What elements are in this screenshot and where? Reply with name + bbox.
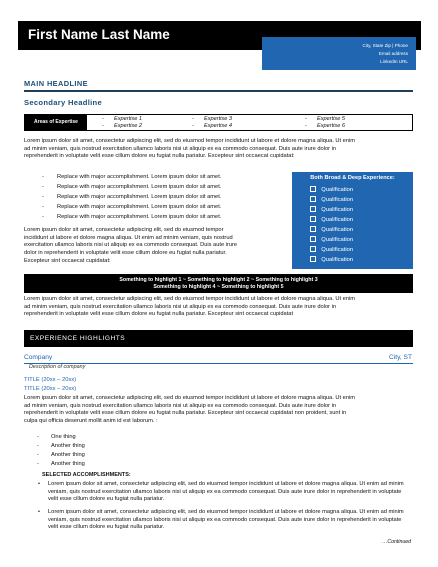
qualification-item: Qualification [310,215,353,223]
checkbox-icon [310,226,316,232]
qualification-item: Qualification [310,195,353,203]
paragraph-line: exercitation ullamco laboris nisi ut aliquip ex ea commodo consequat. Duis aute irure [24,242,238,249]
checkbox-icon [310,246,316,252]
qualifications-box [292,172,413,269]
checkbox-icon [310,216,316,222]
checkbox-icon [310,186,316,192]
summary-line: reprehenderit in voluptate velit esse cillum dolore eu fugiat nulla pariatur. Excepteur sint occaecat cupidatat: [24,153,295,160]
contact-linkedin: LinkedIn URL [380,59,408,64]
paragraph-line: Lorem ipsum dolor sit amet, consectetur adipiscing elit, sed do eiusmod tempor [24,227,224,233]
contact-email: Email address [378,51,408,56]
paragraph-line: ad minim veniam, quis nostrud exercitation ullamco laboris nisi ut aliquip ex ea commodo consequat. Duis aute irure dolor in [24,402,337,409]
paragraph-line: incididunt ut labore et dolore magna aliqua. Ut enim ad minim veniam, quis nostrud [24,234,233,241]
candidate-name: First Name Last Name [28,27,170,42]
company-description: Description of company [29,364,86,370]
contact-city-phone: City, State Zip | Phone [362,43,408,48]
qualification-item: Qualification [310,235,353,243]
bullet-icon: • [38,509,40,515]
summary-line: Lorem ipsum dolor sit amet, consectetur adipiscing elit, sed do eiusmod tempor incididunt ut labore et dolore magna aliqua. Ut enim [24,138,355,144]
job-title: TITLE (20xx – 20xx) [24,386,77,392]
highlight-line-2: Something to highlight 4 ~ Something to highlight 5 [153,284,284,290]
qualification-item: Qualification [310,245,353,253]
checkbox-icon [310,236,316,242]
left-paragraph [24,227,289,266]
checkbox-icon [310,196,316,202]
expertise-label: Areas of Expertise [25,115,87,130]
qualification-item: Qualification [310,185,353,193]
paragraph-line: dolor in reprehenderit in voluptate velit esse cillum dolore eu fugiat nulla pariatur. [24,250,227,257]
paragraph-line: culpa qui officia deserunt mollit anim id est laborum. : [24,418,158,425]
paragraph-line: reprehenderit in voluptate velit esse cillum dolore eu fugiat nulla pariatur. Excepteur sint occaecat cupidatat [24,311,294,318]
main-headline: MAIN HEADLINE [24,79,88,88]
experience-heading-bar [24,330,413,347]
areas-of-expertise-table: Areas of Expertise - Expertise 1 - Expertise 2 - Expertise 3 - Expertise 4 - Expertise 5 - Expertise 6 [24,114,413,131]
paragraph-line: reprehenderit in voluptate velit esse cillum dolore eu fugiat nulla pariatur. Excepteur sint occaecat cupidatat non proident, sunt in [24,410,347,417]
paragraph-line: Excepteur sint occaecat cupidatat: [24,257,111,264]
job-title: TITLE (20xx – 20xx) [24,377,77,383]
paragraph-line: ad minim veniam, quis nostrud exercitation ullamco laboris nisi ut aliquip ex ea commodo consequat. Duis aute irure dolor in [24,303,337,310]
experience-paragraph [24,395,419,426]
highlight-line-1: Something to highlight 1 ~ Something to highlight 2 ~ Something to highlight 3 [119,276,318,283]
summary-line: ad minim veniam, quis nostrud exercitation ullamco laboris nisi ut aliquip ex ea commodo consequat. Duis aute irure dolor in [24,145,337,152]
selected-accomplishments-heading: SELECTED ACCOMPLISHMENTS: [42,472,131,478]
bullet-icon: • [38,481,40,487]
contact-box [262,37,416,70]
company-city: City, ST [389,354,412,361]
headline-divider [24,90,413,92]
qualification-item: Qualification [310,205,353,213]
summary-paragraph [24,138,419,161]
paragraph-line: Lorem ipsum dolor sit amet, consectetur adipiscing elit, sed do eiusmod tempor incididunt ut labore et dolore magna aliqua. Ut enim [24,395,355,401]
experience-heading: EXPERIENCE HIGHLIGHTS [30,334,126,342]
paragraph-line: Lorem ipsum dolor sit amet, consectetur adipiscing elit, sed do eiusmod tempor incididunt ut labore et dolore magna aliqua. Ut enim [24,296,355,302]
checkbox-icon [310,206,316,212]
qualifications-heading: Both Broad & Deep Experience: [310,175,395,181]
qualification-item: Qualification [310,225,353,233]
highlight-bar [24,274,413,293]
company-name: Company [24,354,53,361]
secondary-headline: Secondary Headline [24,98,102,107]
profile-paragraph [24,296,419,319]
checkbox-icon [310,256,316,262]
continued-label: …Continued [382,539,411,545]
qualification-item: Qualification [310,255,353,263]
